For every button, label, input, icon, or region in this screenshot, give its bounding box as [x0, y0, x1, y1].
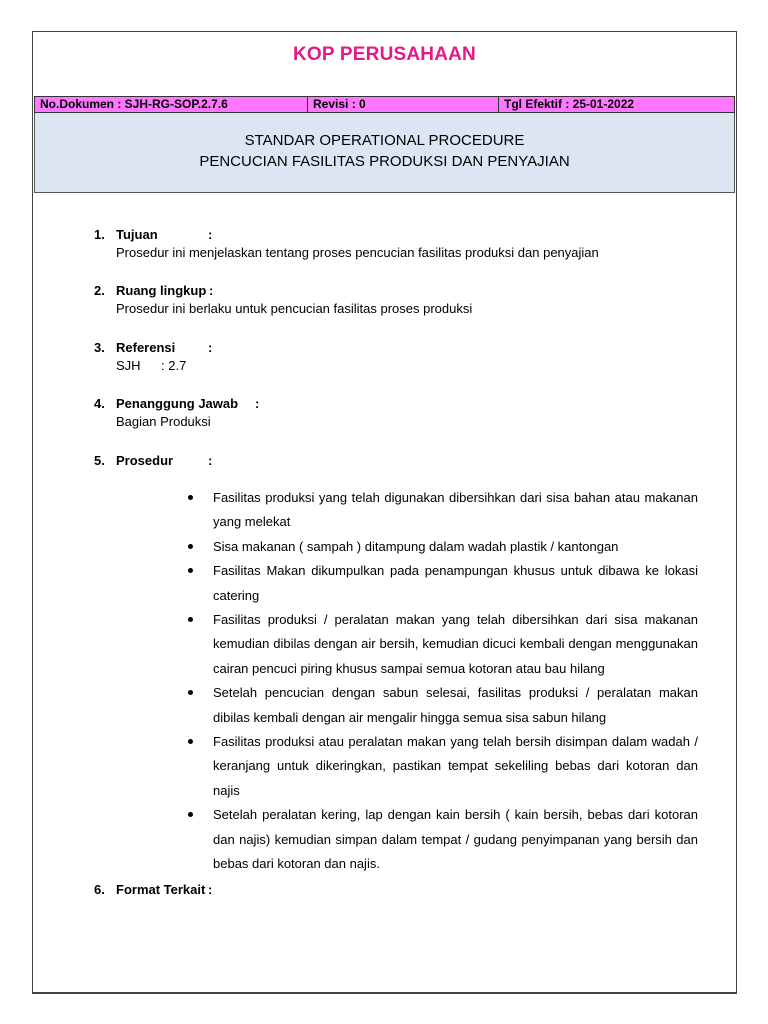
bullet-icon — [188, 495, 193, 500]
procedure-step: Setelah pencucian dengan sabun selesai, fasilitas produksi / peralatan makan dibilas kembali dengan air mengalir hingga semua sisa sabun hilang — [213, 685, 698, 725]
bullet-icon — [188, 812, 193, 817]
procedure-step: Fasilitas produksi yang telah digunakan dibersihkan dari sisa bahan atau makanan yang melekat — [213, 490, 698, 530]
bullet-icon — [188, 568, 193, 573]
list-item — [186, 730, 698, 803]
section-heading-tujuan: Tujuan — [116, 227, 158, 242]
section-colon: : — [208, 227, 213, 242]
procedure-step: Sisa makanan ( sampah ) ditampung dalam wadah plastik / kantongan — [213, 538, 619, 554]
procedure-step: Setelah peralatan kering, lap dengan kain bersih ( kain bersih, bebas dari kotoran dan najis) kemudian simpan dalam tempat / gudang penyimpanan yang bersih dan bebas dari kotoran dan najis. — [213, 807, 698, 872]
document-info-bar — [34, 96, 735, 113]
list-item — [186, 486, 698, 535]
section-number: 1. — [94, 227, 105, 242]
bullet-icon — [188, 544, 193, 549]
section-colon: : — [209, 283, 214, 298]
section-heading-referensi: Referensi — [116, 340, 176, 355]
procedure-step: Fasilitas produksi atau peralatan makan yang telah bersih disimpan dalam wadah / keranjang untuk dikeringkan, pastikan tempat sekeliling bebas dari kotoran dan najis — [213, 734, 698, 798]
document-number: No.Dokumen : SJH-RG-SOP.2.7.6 — [35, 97, 308, 112]
bullet-icon — [188, 739, 193, 744]
section-number: 4. — [94, 396, 105, 411]
section-number: 2. — [94, 283, 105, 298]
procedure-list — [186, 486, 698, 877]
list-item — [186, 559, 698, 608]
sop-title: STANDAR OPERATIONAL PROCEDURE — [244, 132, 525, 149]
procedure-step: Fasilitas produksi / peralatan makan yang telah dibersihkan dari sisa makanan kemudian dibilas dengan air bersih, kemudian dicuci kembali dengan menggunakan cairan pencuci piring khusus sampai semua kotoran atau bau hilang — [213, 612, 698, 676]
bullet-icon — [188, 617, 193, 622]
section-body-ruang-lingkup: Prosedur ini berlaku untuk pencucian fasilitas proses produksi — [116, 301, 473, 316]
sop-title-box — [34, 113, 735, 193]
revision: Revisi : 0 — [308, 97, 499, 112]
section-number: 5. — [94, 453, 105, 468]
section-colon: : — [208, 453, 213, 468]
section-number: 3. — [94, 340, 105, 355]
bullet-icon — [188, 690, 193, 695]
section-heading-format-terkait: Format Terkait — [116, 882, 206, 897]
section-body-penanggung-jawab: Bagian Produksi — [116, 414, 211, 429]
section-heading-prosedur: Prosedur — [116, 453, 174, 468]
reference-label: SJH — [116, 358, 141, 373]
section-colon: : — [208, 882, 213, 897]
section-body-tujuan: Prosedur ini menjelaskan tentang proses pencucian fasilitas produksi dan penyajian — [116, 245, 599, 260]
section-colon: : — [208, 340, 213, 355]
procedure-step: Fasilitas Makan dikumpulkan pada penampungan khusus untuk dibawa ke lokasi catering — [213, 563, 698, 603]
list-item — [186, 681, 698, 730]
reference-value: : 2.7 — [161, 358, 187, 373]
list-item — [186, 535, 698, 559]
list-item — [186, 803, 698, 876]
section-heading-ruang-lingkup: Ruang lingkup — [116, 283, 207, 298]
list-item — [186, 608, 698, 681]
section-colon: : — [255, 396, 260, 411]
kop-perusahaan: KOP PERUSAHAAN — [293, 44, 476, 65]
section-heading-penanggung-jawab: Penanggung Jawab — [116, 396, 239, 411]
section-number: 6. — [94, 882, 105, 897]
effective-date: Tgl Efektif : 25-01-2022 — [504, 97, 635, 111]
sop-subtitle: PENCUCIAN FASILITAS PRODUKSI DAN PENYAJIAN — [199, 153, 570, 170]
